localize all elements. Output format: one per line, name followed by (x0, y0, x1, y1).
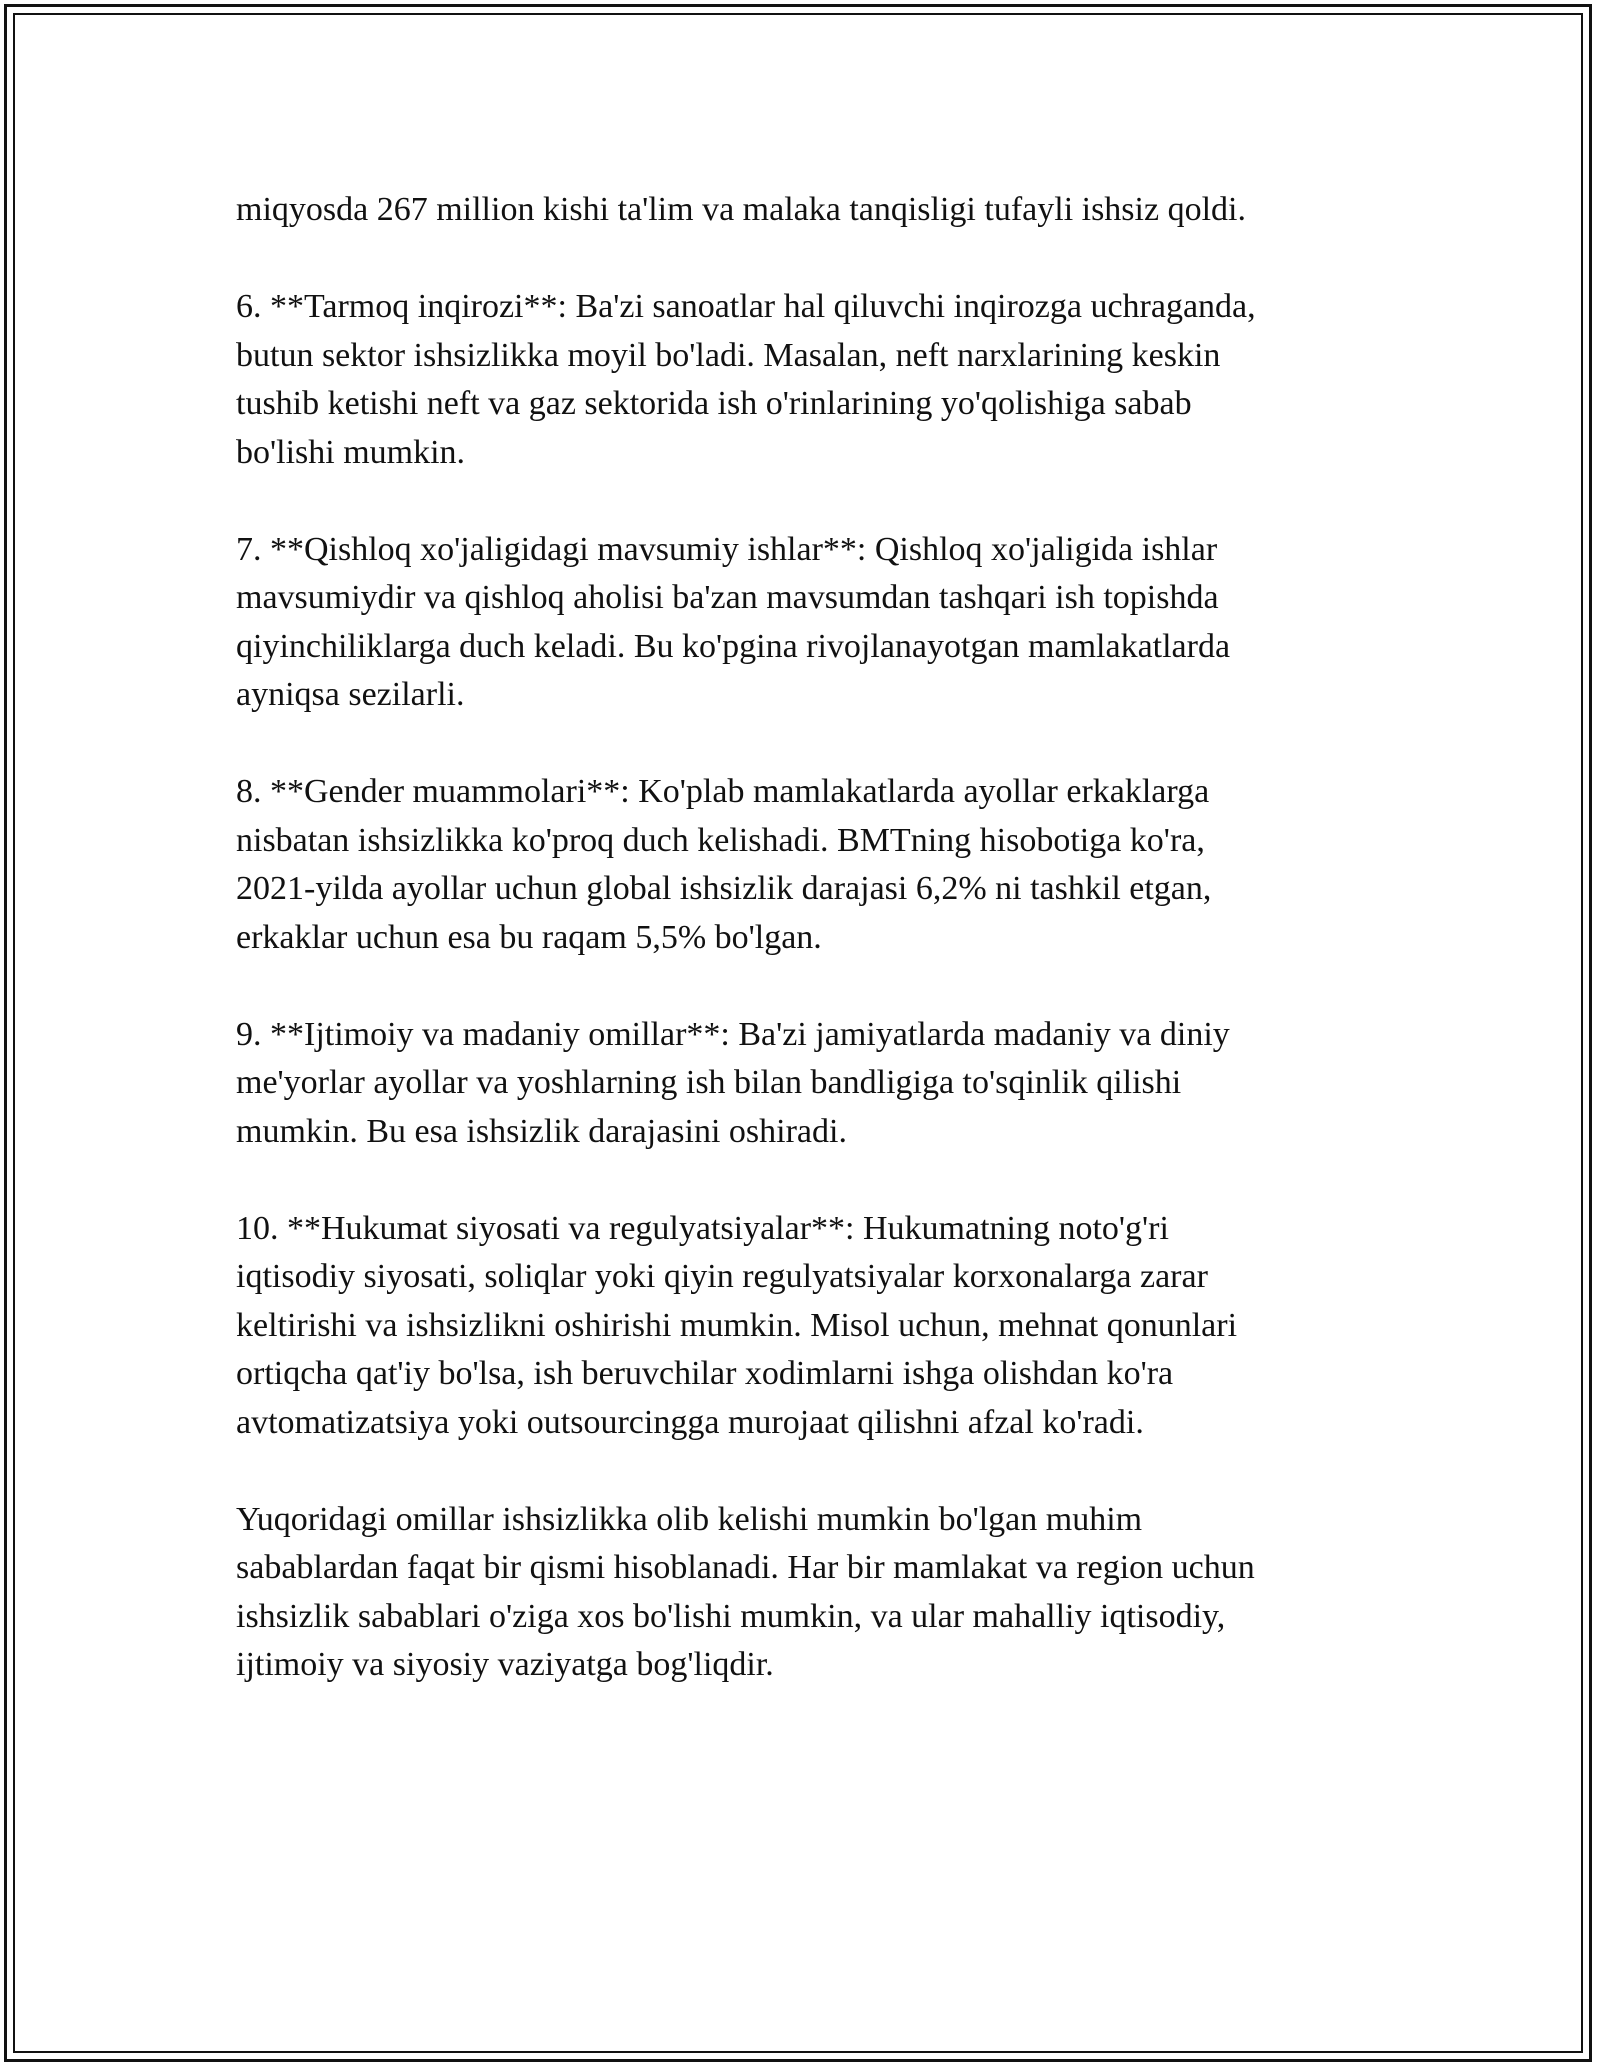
document-body (236, 186, 1436, 1738)
paragraph-item-6: 6. **Tarmoq inqirozi**: Ba'zi sanoatlar hal qiluvchi inqirozga uchraganda, butun sektor ishsizlikka moyil bo'ladi. Masalan, neft narxlarining keskin tushib ketishi neft va gaz sektorida ish o'rinlarining yo'qolishiga sabab bo'lishi mumkin. (236, 288, 1256, 471)
paragraph-conclusion: Yuqoridagi omillar ishsizlikka olib kelishi mumkin bo'lgan muhim sabablardan faqat bir qismi hisoblanadi. Har bir mamlakat va region uchun ishsizlik sabablari o'ziga xos bo'lishi mumkin, va ular mahalliy iqtisodiy, ijtimoiy va siyosiy vaziyatga bog'liqdir. (236, 1500, 1255, 1683)
paragraph-item-9: 9. **Ijtimoiy va madaniy omillar**: Ba'zi jamiyatlarda madaniy va diniy me'yorlar ayollar va yoshlarning ish bilan bandligiga to'sqinlik qilishi mumkin. Bu esa ishsizlik darajasini oshiradi. (236, 1015, 1230, 1150)
paragraph-item-8: 8. **Gender muammolari**: Ko'plab mamlakatlarda ayollar erkaklarga nisbatan ishsizlikka ko'proq duch kelishadi. BMTning hisobotiga ko'ra, 2021-yilda ayollar uchun global ishsizlik darajasi 6,2% ni tashkil etgan, erkaklar uchun esa bu raqam 5,5% bo'lgan. (236, 773, 1212, 956)
paragraph-intro-continuation: miqyosda 267 million kishi ta'lim va malaka tanqisligi tufayli ishsiz qoldi. (236, 191, 1246, 228)
paragraph-item-10: 10. **Hukumat siyosati va regulyatsiyalar**: Hukumatning noto'g'ri iqtisodiy siyosati, soliqlar yoki qiyin regulyatsiyalar korxonalarga zarar keltirishi va ishsizlikni oshirishi mumkin. Misol uchun, mehnat qonunlari ortiqcha qat'iy bo'lsa, ish beruvchilar xodimlarni ishga olishdan ko'ra avtomatizatsiya yoki outsourcingga murojaat qilishni afzal ko'radi. (236, 1209, 1238, 1441)
paragraph-item-7: 7. **Qishloq xo'jaligidagi mavsumiy ishlar**: Qishloq xo'jaligida ishlar mavsumiydir va qishloq aholisi ba'zan mavsumdan tashqari ish topishda qiyinchiliklarga duch keladi. Bu ko'pgina rivojlanayotgan mamlakatlarda ayniqsa sezilarli. (236, 530, 1231, 713)
